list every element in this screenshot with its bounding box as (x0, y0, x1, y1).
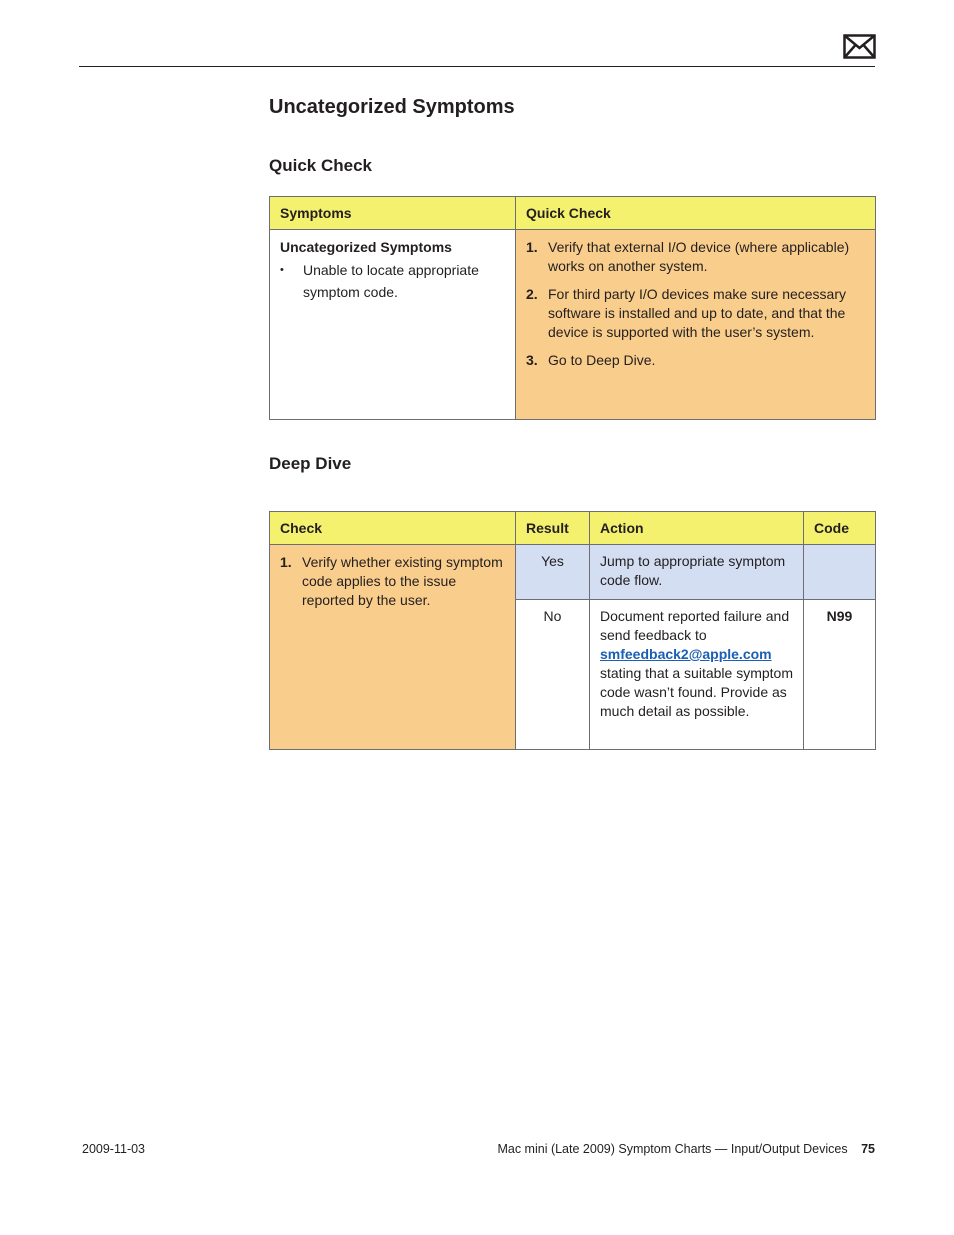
deep-dive-heading: Deep Dive (269, 454, 352, 473)
action-no-text-pre: Document reported failure and send feedback to (600, 608, 790, 643)
quick-check-heading: Quick Check (269, 156, 372, 175)
header-rule (79, 66, 875, 67)
page-number: 75 (861, 1142, 875, 1156)
column-header-action: Action (590, 512, 804, 545)
result-no: No (516, 600, 590, 750)
footer-doc-title: Mac mini (Late 2009) Symptom Charts — Input/Output Devices (497, 1142, 848, 1156)
quick-check-step-2: 2. For third party I/O devices make sure necessary software is installed and up to date, and that the device is supported with the user’s system. (526, 286, 846, 340)
result-yes: Yes (516, 545, 590, 600)
symptoms-cell (270, 230, 516, 420)
code-yes (804, 545, 876, 600)
footer-date: 2009-11-03 (82, 1142, 146, 1156)
action-no-text-post: stating that a suitable symptom code wasn’t found. Provide as much detail as possible. (600, 665, 793, 719)
column-header-result: Result (516, 512, 590, 545)
check-cell (270, 545, 516, 750)
quick-check-step-1: 1. Verify that external I/O device (where applicable) works on another system. (526, 239, 850, 274)
symptom-bullet: • Unable to locate appropriate symptom code. (280, 259, 505, 303)
action-no (590, 600, 804, 750)
page-title: Uncategorized Symptoms (269, 96, 515, 118)
deep-dive-table (269, 511, 876, 750)
column-header-check: Check (270, 512, 516, 545)
quick-check-steps (526, 238, 865, 370)
symptom-list (280, 259, 505, 303)
check-step-1: 1. Verify whether existing symptom code applies to the issue reported by the user. (280, 554, 503, 608)
column-header-code: Code (804, 512, 876, 545)
quick-check-step-3: 3. Go to Deep Dive. (526, 352, 656, 368)
feedback-email-link[interactable]: smfeedback2@apple.com (600, 646, 772, 662)
column-header-quick-check: Quick Check (516, 197, 876, 230)
code-no: N99 (804, 600, 876, 750)
action-yes: Jump to appropriate symptom code flow. (590, 545, 804, 600)
symptom-title: Uncategorized Symptoms (280, 239, 452, 255)
quick-check-cell (516, 230, 876, 420)
check-steps (280, 553, 505, 610)
quick-check-table (269, 196, 876, 420)
footer-title-line (497, 1142, 875, 1156)
mail-icon[interactable] (843, 34, 876, 59)
column-header-symptoms: Symptoms (270, 197, 516, 230)
